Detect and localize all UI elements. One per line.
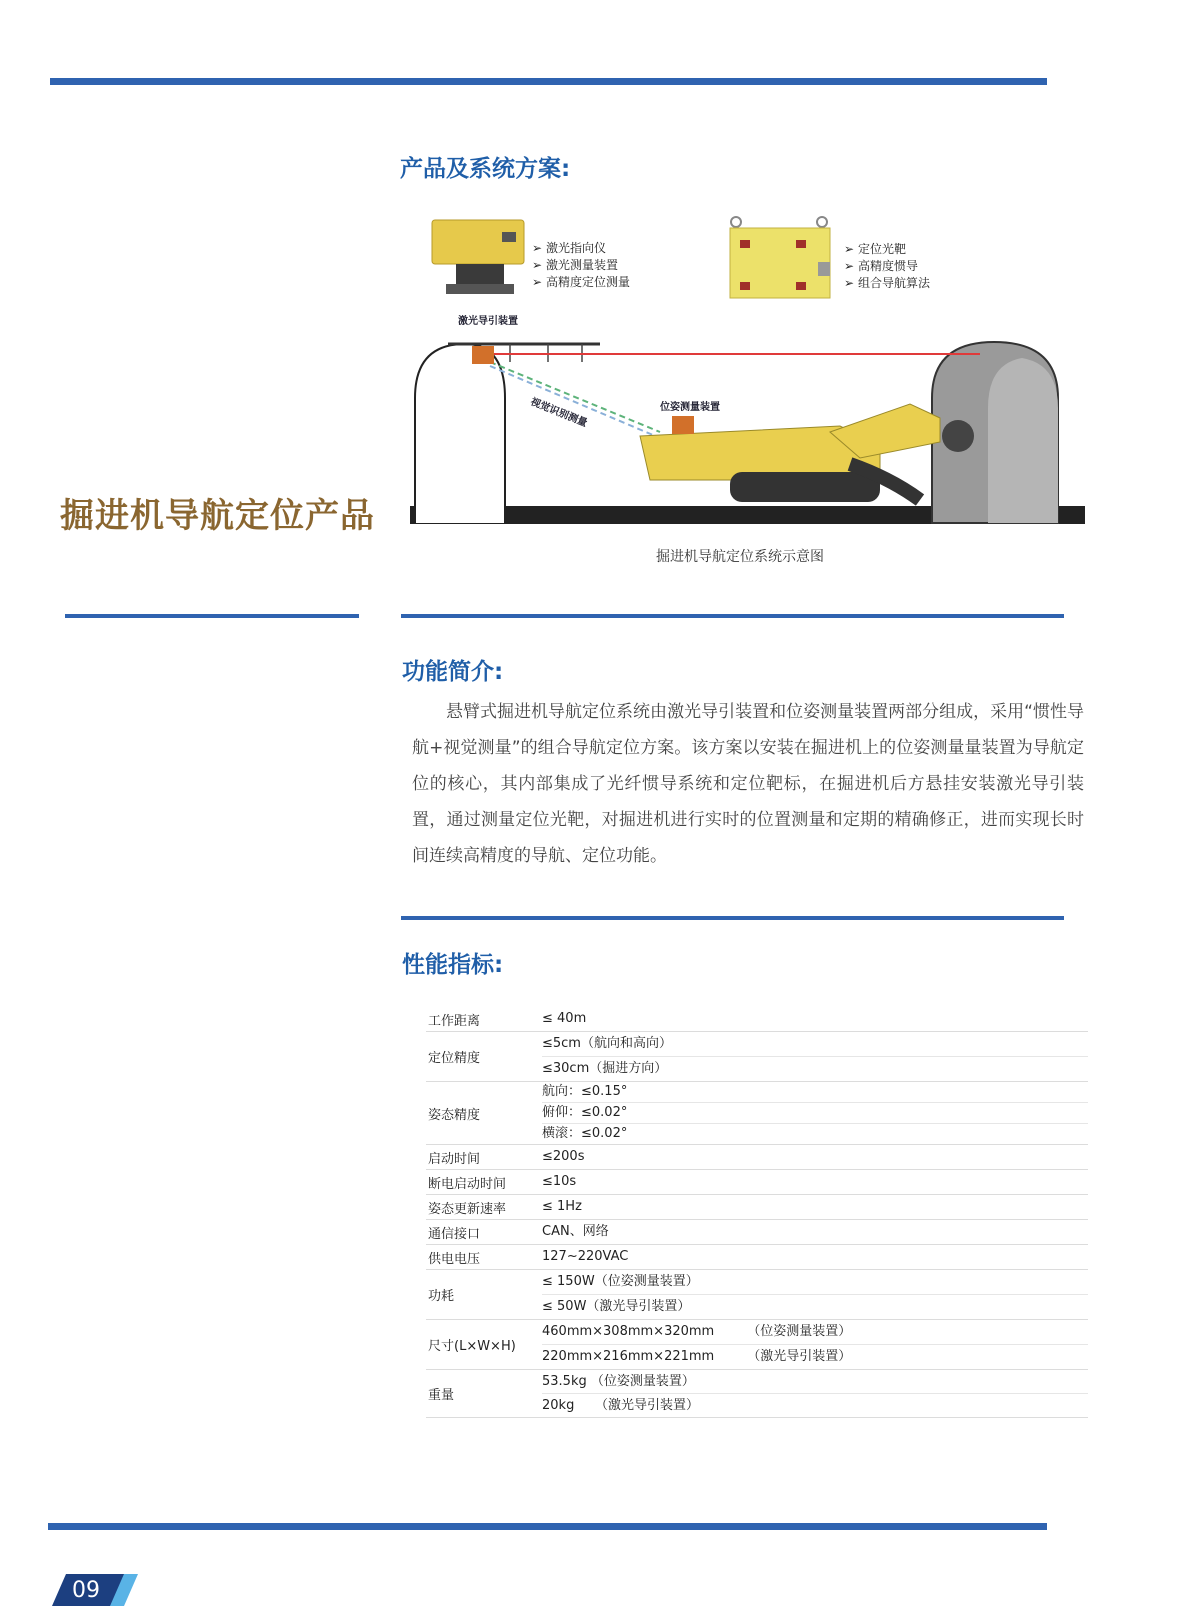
spec-label: 通信接口 [428,1226,481,1242]
spec-value: 20kg （激光导引装置） [542,1398,699,1413]
product-title: 掘进机导航定位产品 [60,496,375,536]
right-feature-item: 定位光靶 [858,242,907,256]
label-visual-measure: 视觉识别测量 [528,396,589,430]
left-feature-item: 激光指向仪 [546,241,607,255]
spec-label: 定位精度 [428,1051,481,1066]
system-diagram [410,208,1085,543]
spec-value: ≤ 1Hz [542,1199,582,1214]
right-feature-item: 高精度惯导 [858,259,919,273]
spec-row [426,1370,1088,1418]
page-number: 09 [72,1578,100,1603]
spec-label: 供电电压 [428,1251,481,1267]
left-feature-item: 高精度定位测量 [546,275,631,289]
spec-row [426,1270,1088,1320]
spec-row [426,1007,1088,1032]
spec-value: ≤ 50W（激光导引装置） [542,1299,691,1314]
spec-label: 工作距离 [428,1013,481,1029]
section-title-system: 产品及系统方案: [400,156,571,182]
feature-arrow-icon: ➢ [844,242,855,256]
feature-arrow-icon: ➢ [844,276,855,290]
spec-value: 220mm×216mm×221mm （激光导引装置） [542,1349,852,1364]
spec-value: ≤200s [542,1149,585,1164]
spec-value: 127~220VAC [542,1249,629,1264]
spec-value: ≤10s [542,1174,577,1189]
function-intro-paragraph: 悬臂式掘进机导航定位系统由激光导引装置和位姿测量装置两部分组成，采用“惯性导航+视觉测量”的组合导航定位方案。该方案以安装在掘进机上的位姿测量量装置为导航定位的核心，其内部集成了光纤惯导系统和定位靶标，在掘进机后方悬挂安装激光导引装置，通过测量定位光靶，对掘进机进行实时的位置测量和定期的精确修正，进而实现长时间连续高精度的导航、定位功能。 [412,702,1084,866]
left-divider [65,614,359,618]
spec-label: 姿态精度 [428,1107,481,1123]
left-feature-list [532,240,630,289]
feature-arrow-icon: ➢ [532,258,543,272]
section-title-function: 功能简介: [402,659,504,685]
spec-row [426,1320,1088,1370]
spec-table [426,1007,1088,1418]
section-divider-specs [401,916,1064,920]
spec-label: 重量 [428,1388,455,1403]
feature-arrow-icon: ➢ [532,241,543,255]
spec-row [426,1032,1088,1082]
spec-row [426,1195,1088,1220]
spec-value: ≤30cm（掘进方向） [542,1061,668,1076]
laser-guide-unit [472,346,494,364]
spec-value: CAN、网络 [542,1224,609,1239]
spec-value: ≤ 40m [542,1011,587,1026]
feature-arrow-icon: ➢ [844,259,855,273]
spec-label: 断电启动时间 [428,1176,507,1192]
spec-label: 姿态更新速率 [428,1201,507,1217]
section-title-specs: 性能指标: [402,952,504,978]
spec-row [426,1245,1088,1270]
right-feature-item: 组合导航算法 [858,276,931,290]
spec-value: ≤ 150W（位姿测量装置） [542,1270,1088,1295]
visual-measure-beam [490,366,660,438]
label-laser-guide: 激光导引装置 [458,316,518,327]
spec-value: 横滚：≤0.02° [542,1126,628,1141]
pose-device-image [730,217,830,298]
spec-label: 启动时间 [428,1151,481,1167]
left-feature-item: 激光测量装置 [546,258,619,272]
spec-value: ≤5cm（航向和高向） [542,1032,1088,1057]
top-rule [50,78,1047,85]
spec-row [426,1220,1088,1245]
right-feature-list [844,241,931,290]
spec-value: 俯仰：≤0.02° [542,1103,1088,1124]
spec-value: 460mm×308mm×320mm （位姿测量装置） [542,1320,1088,1345]
spec-value: 53.5kg （位姿测量装置） [542,1370,1088,1394]
label-pose-device: 位姿测量装置 [660,402,720,413]
spec-row [426,1082,1088,1145]
section-divider-intro [401,614,1064,618]
diagram-caption: 掘进机导航定位系统示意图 [656,549,824,565]
spec-row [426,1170,1088,1195]
spec-row [426,1145,1088,1170]
spec-label: 尺寸(L×W×H) [428,1339,516,1354]
laser-guide-device-image [432,220,524,294]
spec-label: 功耗 [428,1289,455,1304]
feature-arrow-icon: ➢ [532,275,543,289]
roadheader-machine [640,404,974,502]
spec-value: 航向：≤0.15° [542,1082,1088,1103]
bottom-rule [48,1523,1047,1530]
